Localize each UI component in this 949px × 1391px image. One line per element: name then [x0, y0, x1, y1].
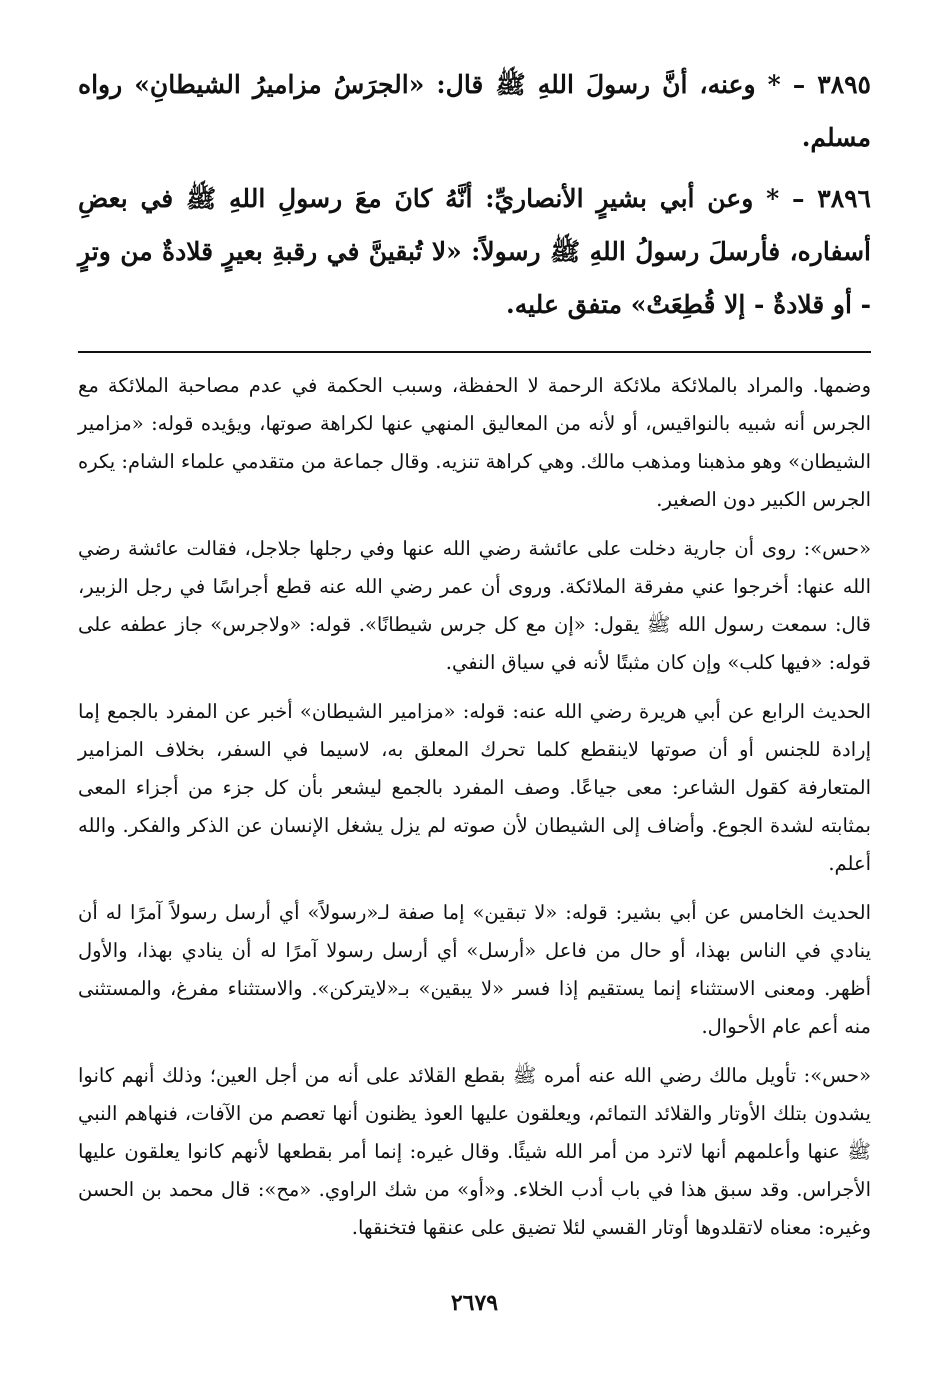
hadith-number: ٣٨٩٦ — [817, 184, 871, 213]
commentary-paragraph: الحديث الخامس عن أبي بشير: قوله: «لا تبقين» إما صفة لـ«رسولاً» أي أرسل رسولاً آمرًا له أن ينادي في الناس بهذا، أو حال من فاعل «أرسل» أي أرسل رسولا آمرًا له أن ينادي بهذا، والأول أظهر. ومعنى الاستثناء إنما يستقيم إذا فسر «لا يبقين» بـ«لايتركن». والاستثناء مفرغ، والمستثنى منه أعم عام الأحوال. — [78, 901, 871, 1038]
hadith-number: ٣٨٩٥ — [817, 70, 871, 99]
commentary-paragraph: «حس»: تأويل مالك رضي الله عنه أمره ﷺ بقطع القلائد على أنه من أجل العين؛ وذلك أنهم كانوا يشدون بتلك الأوتار والقلائد التمائم، ويعلقون عليها العوذ يظنون أنها تعصم من الآفات، فنهاهم النبي ﷺ عنها وأعلمهم أنها لاترد من أمر الله شيئًا. وقال غيره: إنما أمر بقطعها لأنهم كانوا يعلقون عليها الأجراس. وقد سبق هذا في باب أدب الخلاء. و«أو» من شك الراوي. «مح»: قال محمد بن الحسن وغيره: معناه لاتقلدوها أوتار القسي لئلا تضيق على عنقها فتخنقها. — [78, 1064, 871, 1239]
commentary-paragraph: وضمها. والمراد بالملائكة ملائكة الرحمة لا الحفظة، وسبب الحكمة في عدم مصاحبة الملائكة مع الجرس أنه شبيه بالنواقيس، أو لأنه من المعاليق المنهي عنها لكراهة صوتها، ويؤيده قوله: «مزامير الشيطان» وهو مذهبنا ومذهب مالك. وهي كراهة تنزيه. وقال جماعة من متقدمي علماء الشام: يكره الجرس الكبير دون الصغير. — [78, 374, 871, 511]
hadith-text: – * وعنه، أنَّ رسولَ اللهِ ﷺ قال: «الجرَسُ مزاميرُ الشيطانِ» رواه مسلم. — [78, 70, 871, 152]
page-number: ٢٦٧٩ — [450, 1290, 499, 1316]
hadith-text: – * وعن أبي بشيرٍ الأنصاريِّ: أنَّهُ كانَ معَ رسولِ اللهِ ﷺ في بعضِ أسفاره، فأرسلَ رسولُ اللهِ ﷺ رسولاً: «لا تُبقينَّ في رقبةِ بعيرٍ قلادةٌ من وترٍ - أو قلادةٌ - إلا قُطِعَتْ» متفق عليه. — [78, 184, 871, 319]
commentary-paragraph: «حس»: روى أن جارية دخلت على عائشة رضي الله عنها وفي رجلها جلاجل، فقالت عائشة رضي الله عنها: أخرجوا عني مفرقة الملائكة. وروى أن عمر رضي الله عنه قطع أجراسًا في رجل الزبير، قال: سمعت رسول الله ﷺ يقول: «إن مع كل جرس شيطانًا». قوله: «ولاجرس» جاز عطفه على قوله: «فيها كلب» وإن كان مثبتًا لأنه في سياق النفي. — [78, 537, 871, 674]
hadith-3895 — [78, 58, 871, 164]
hadith-3896 — [78, 172, 871, 331]
footnote-divider — [78, 351, 871, 353]
commentary-paragraph: الحديث الرابع عن أبي هريرة رضي الله عنه: قوله: «مزامير الشيطان» أخبر عن المفرد بالجمع إما إرادة للجنس أو أن صوتها لاينقطع كلما تحرك المعلق به، لاسيما في السفر، بخلاف المزامير المتعارفة كقول الشاعر: معى جياعًا. وصف المفرد بالجمع ليشعر بأن كل جزء من أجزاء المعى بمثابته لشدة الجوع. وأضاف إلى الشيطان لأن صوته لم يزل يشغل الإنسان عن الذكر والفكر. والله أعلم. — [78, 700, 871, 875]
